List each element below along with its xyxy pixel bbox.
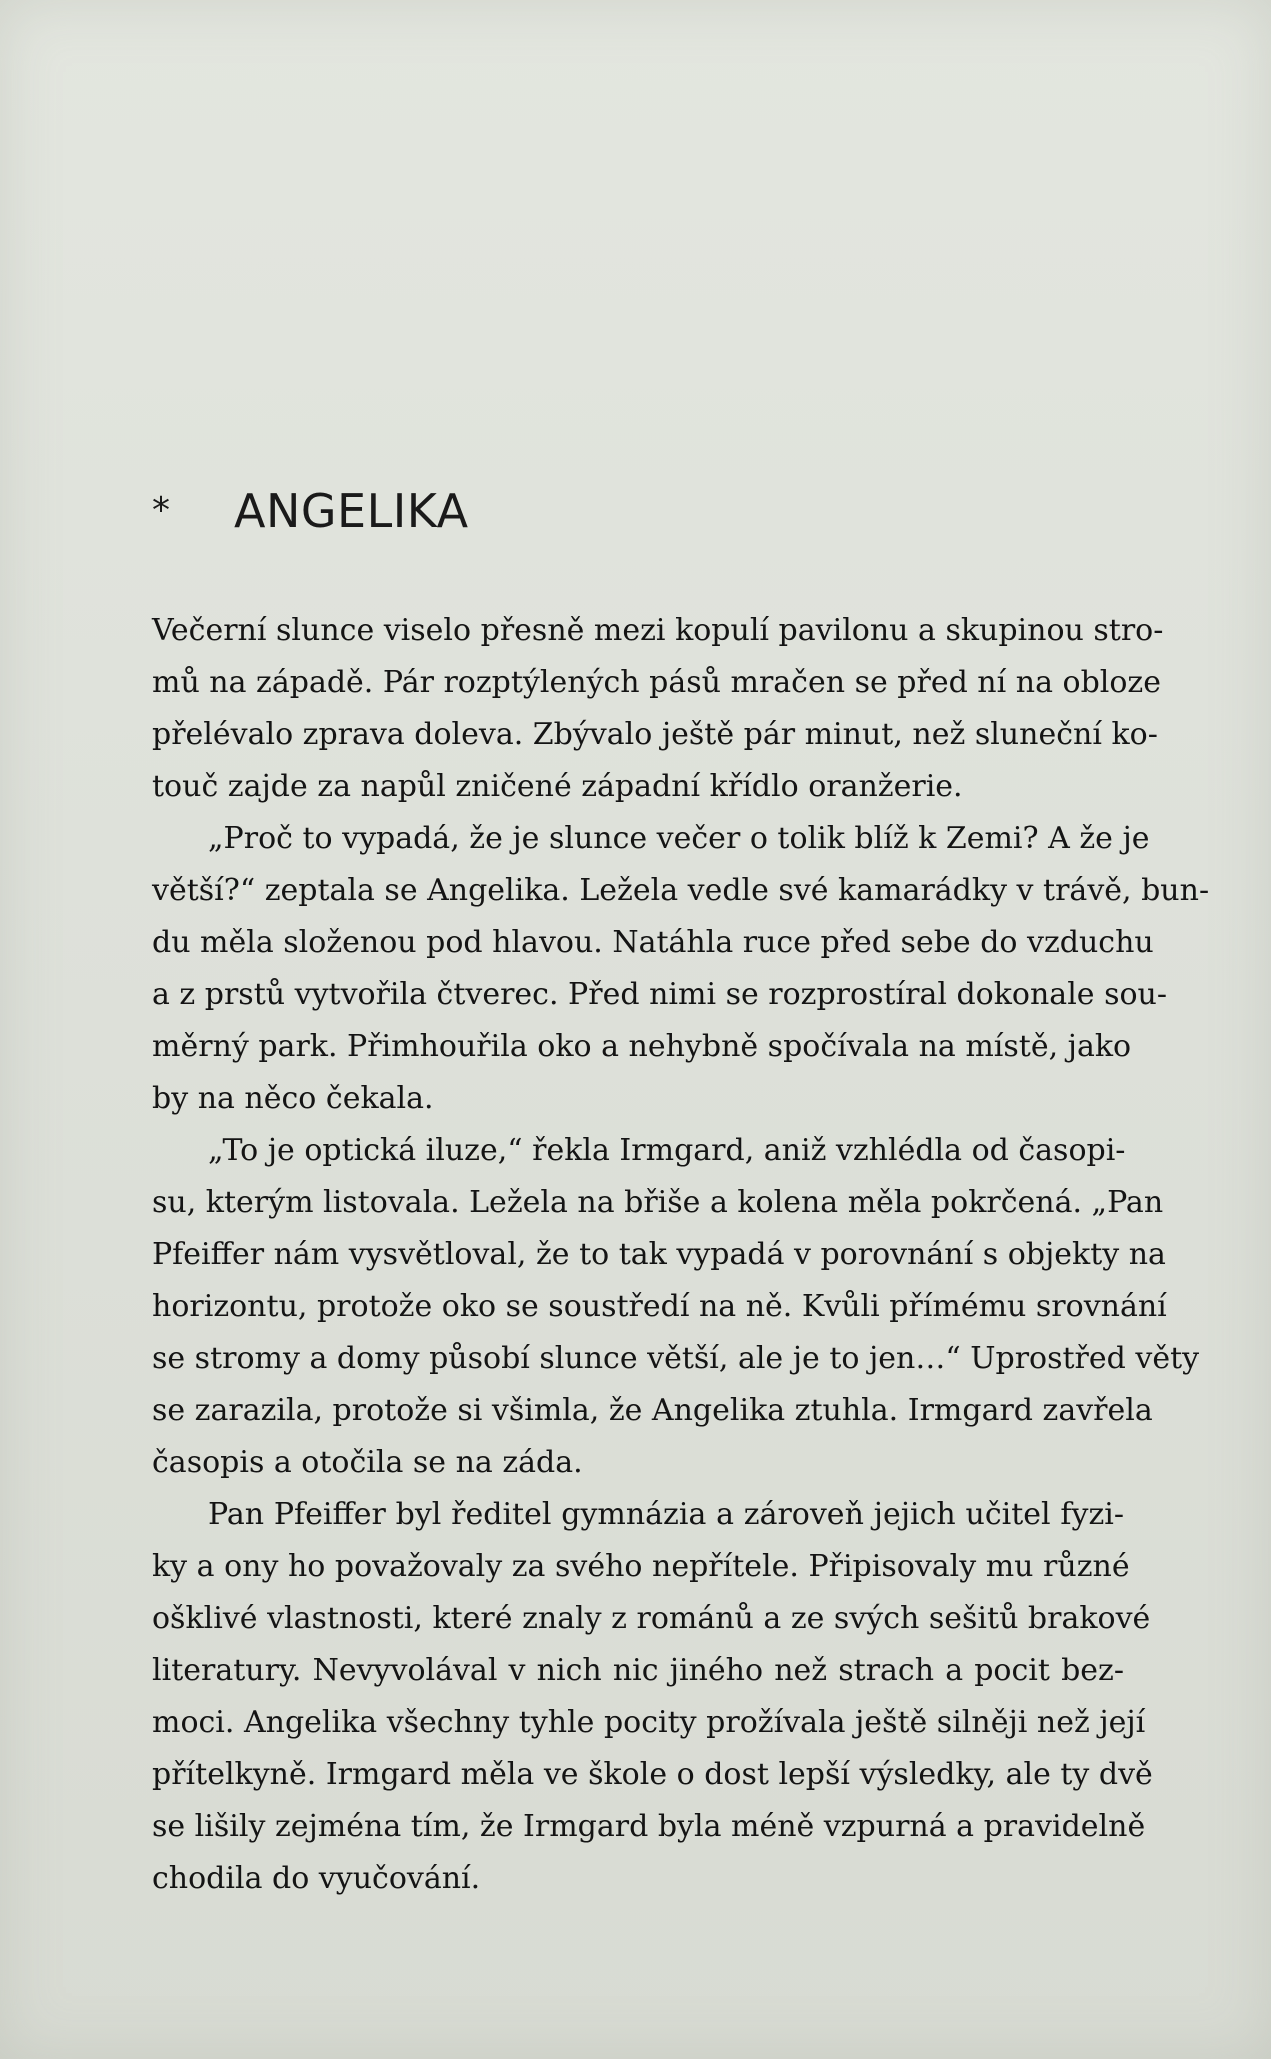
text-line: moci. Angelika všechny tyhle pocity prožívala ještě silněji než její [152,1705,1146,1740]
text-line: chodila do vyučování. [152,1861,481,1896]
asterisk-ornament-icon: * [152,490,170,531]
text-line: su, kterým listovala. Ležela na břiše a kolena měla pokrčená. „Pan [152,1185,1164,1220]
paragraph [152,1125,1200,1489]
text-line: a z prstů vytvořila čtverec. Před nimi se rozprostíral dokonale sou- [152,977,1167,1012]
text-line: Večerní slunce viselo přesně mezi kopulí pavilonu a skupinou stro- [152,613,1164,648]
text-line: touč zajde za napůl zničené západní křídlo oranžerie. [152,769,963,804]
text-line: se stromy a domy působí slunce větší, ale je to jen…“ Uprostřed věty [152,1341,1200,1376]
paragraph [152,605,1164,813]
text-line: Pfeiffer nám vysvětloval, že to tak vypadá v porovnání s objekty na [152,1237,1166,1272]
text-line: ošklivé vlastnosti, které znaly z románů a ze svých sešitů brakové [152,1601,1151,1636]
text-line: větší?“ zeptala se Angelika. Ležela vedle své kamarádky v trávě, bun- [152,873,1210,908]
text-line: by na něco čekala. [152,1081,434,1116]
text-line: literatury. Nevyvolával v nich nic jiného než strach a pocit bez- [152,1653,1124,1688]
chapter-title: ANGELIKA [234,484,469,538]
text-line: ky a ony ho považovaly za svého nepřítele. Připisovaly mu různé [152,1549,1130,1584]
text-line: „Proč to vypadá, že je slunce večer o tolik blíž k Zemi? A že je [208,821,1150,856]
text-line: mů na západě. Pár rozptýlených pásů mračen se před ní na obloze [152,665,1161,700]
body-text [152,605,1210,1905]
text-line: du měla složenou pod hlavou. Natáhla ruce před sebe do vzduchu [152,925,1154,960]
text-line: se lišily zejména tím, že Irmgard byla méně vzpurná a pravidelně [152,1809,1146,1844]
paragraph [152,1489,1153,1905]
text-line: měrný park. Přimhouřila oko a nehybně spočívala na místě, jako [152,1029,1132,1064]
chapter-heading [152,484,469,538]
text-line: Pan Pfeiffer byl ředitel gymnázia a zároveň jejich učitel fyzi- [208,1497,1124,1532]
text-line: přelévalo zprava doleva. Zbývalo ještě pár minut, než sluneční ko- [152,717,1158,752]
text-line: se zarazila, protože si všimla, že Angelika ztuhla. Irmgard zavřela [152,1393,1153,1428]
paragraph [152,813,1210,1125]
text-line: časopis a otočila se na záda. [152,1445,583,1480]
text-line: přítelkyně. Irmgard měla ve škole o dost lepší výsledky, ale ty dvě [152,1757,1153,1792]
text-line: „To je optická iluze,“ řekla Irmgard, aniž vzhlédla od časopi- [208,1133,1126,1168]
text-line: horizontu, protože oko se soustředí na ně. Kvůli přímému srovnání [152,1289,1167,1324]
